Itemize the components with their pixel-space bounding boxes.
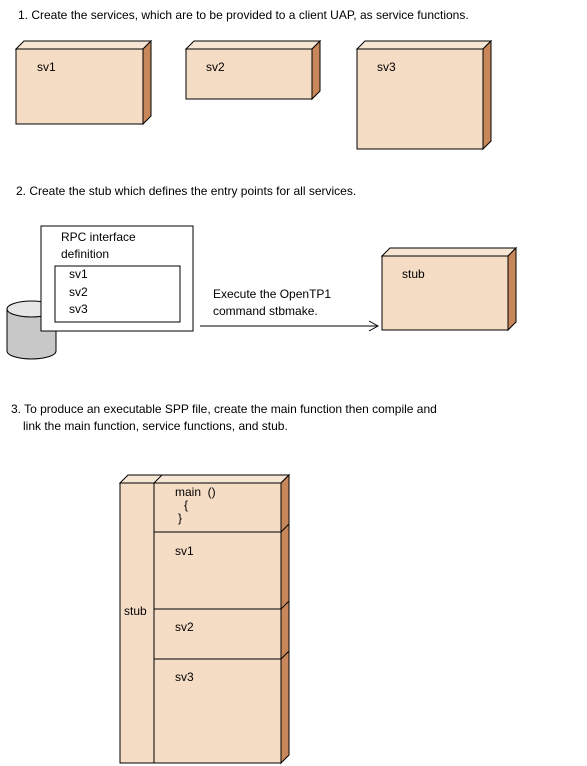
stbmake-arrow [200,321,378,331]
spp-main-close-brace: } [178,511,183,525]
service-box-sv3 [357,41,491,149]
spp-main-line: main () [175,485,216,499]
rpc-item-sv1: sv1 [69,267,88,281]
command-line1: Execute the OpenTP1 [213,287,332,301]
spp-section-sv2: sv2 [175,620,194,634]
service-box-sv1 [16,41,151,124]
stub-box-label: stub [402,267,425,281]
rpc-title-line2: definition [61,247,110,261]
rpc-title-line1: RPC interface [61,230,136,244]
stub-box [382,248,516,330]
command-line2: command stbmake. [213,304,318,318]
step-3-text-line2: link the main function, service functions, and stub. [23,419,288,433]
spp-main-open-brace: { [184,498,189,512]
service-label-sv3: sv3 [377,60,396,74]
spp-section-sv1: sv1 [175,544,194,558]
step-1-text: 1. Create the services, which are to be provided to a client UAP, as service functions. [18,8,469,22]
service-label-sv2: sv2 [206,60,225,74]
step-2-text: 2. Create the stub which defines the entry points for all services. [16,184,357,198]
spp-section-sv3: sv3 [175,670,194,684]
rpc-item-sv3: sv3 [69,302,88,316]
step-3-text-line1: 3. To produce an executable SPP file, create the main function then compile and [11,402,437,416]
spp-stub-label: stub [124,604,147,618]
service-label-sv1: sv1 [37,60,56,74]
rpc-item-sv2: sv2 [69,285,88,299]
